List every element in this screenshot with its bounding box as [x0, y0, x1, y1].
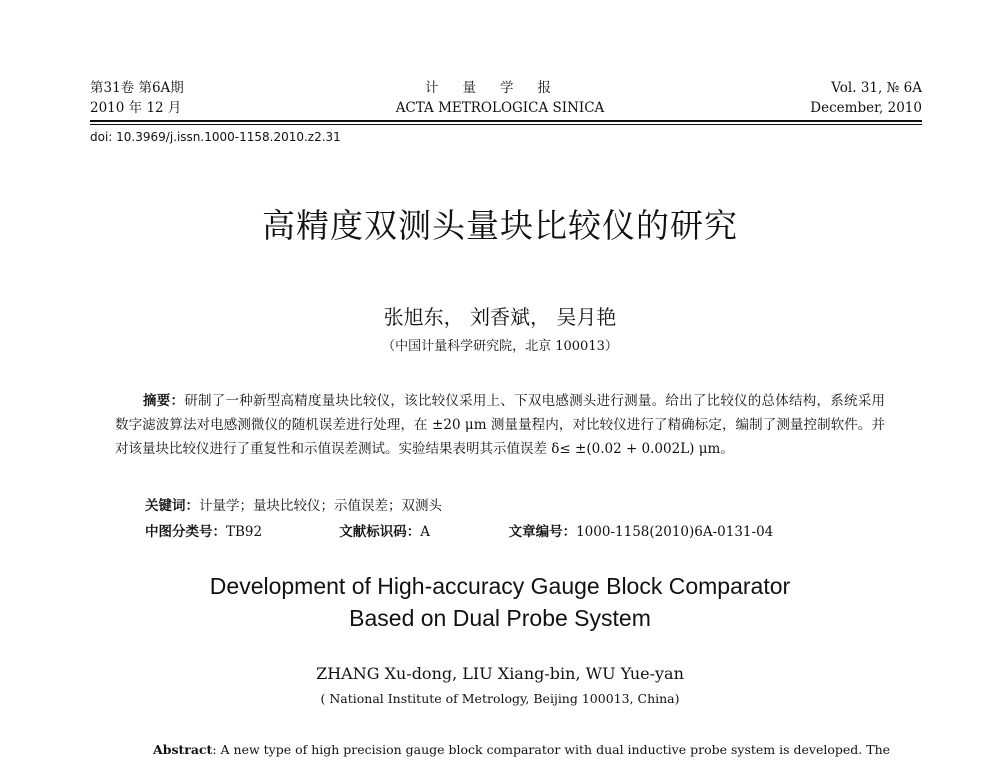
doc-code-label: 文献标识码：: [339, 524, 421, 540]
title-en-line1: Development of High-accuracy Gauge Block Comparator: [209, 573, 791, 599]
article-no-value: 1000-1158(2010)6A-0131-04: [576, 524, 774, 540]
affiliation-en: ( National Institute of Metrology, Beijing 100013, China): [320, 691, 680, 706]
clc-number: [145, 520, 335, 540]
paper-title-en: [0, 570, 1000, 634]
classification-row: [145, 520, 773, 540]
abstract-label-cn: 摘要：: [143, 393, 185, 409]
keywords-text-cn: 计量学；量块比较仪；示值误差；双测头: [199, 498, 442, 514]
article-no-label: 文章编号：: [508, 524, 577, 540]
keywords-label-cn: 关键词：: [145, 498, 199, 514]
paper-title-cn: 高精度双测头量块比较仪的研究: [262, 206, 738, 245]
doc-code-value: A: [420, 524, 431, 540]
clc-label: 中图分类号：: [145, 524, 226, 540]
authors-en: ZHANG Xu-dong, LIU Xiang-bin, WU Yue-yan: [316, 664, 684, 683]
abstract-text-cn: 研制了一种新型高精度量块比较仪，该比较仪采用上、下双电感测头进行测量。给出了比较仪的总体结构，系统采用数字滤波算法对电感测微仪的随机误差进行处理，在 ±20 μm 测量量程内，对比较仪进行了精确标定，编制了测量控制软件。并对该量块比较仪进行了重复性和示值误差测试。实验结果表明其示值误差 δ≤ ±(0.02 + 0.002L) μm。: [115, 393, 886, 457]
title-en-line2: Based on Dual Probe System: [349, 605, 651, 631]
affiliation-cn: （中国计量科学研究院，北京 100013）: [382, 339, 618, 354]
abstract-text-en: : A new type of high precision gauge block comparator with dual inductive probe system is developed. The: [212, 742, 891, 757]
authors-cn: 张旭东， 刘香斌， 吴月艳: [383, 305, 617, 329]
abstract-cn: [115, 389, 885, 461]
date-en: December, 2010: [810, 100, 922, 116]
keywords-cn: [145, 494, 442, 514]
doi: doi: 10.3969/j.issn.1000-1158.2010.z2.31: [90, 130, 341, 144]
volume-cn: 第31卷 第6A期: [90, 80, 184, 96]
clc-value: TB92: [226, 524, 263, 540]
header-right: [810, 78, 922, 118]
article-number: [509, 520, 774, 540]
journal-name-cn: 计量学报: [425, 80, 575, 96]
header-rule-thin: [90, 124, 922, 125]
volume-en: Vol. 31, № 6A: [831, 80, 922, 96]
document-code: [339, 520, 504, 540]
abstract-label-en: Abstract: [153, 742, 213, 757]
abstract-en: [153, 742, 890, 757]
header-rule-thick: [90, 120, 922, 122]
journal-name-en: ACTA METROLOGICA SINICA: [395, 100, 605, 116]
date-cn: 2010 年 12 月: [90, 100, 182, 116]
